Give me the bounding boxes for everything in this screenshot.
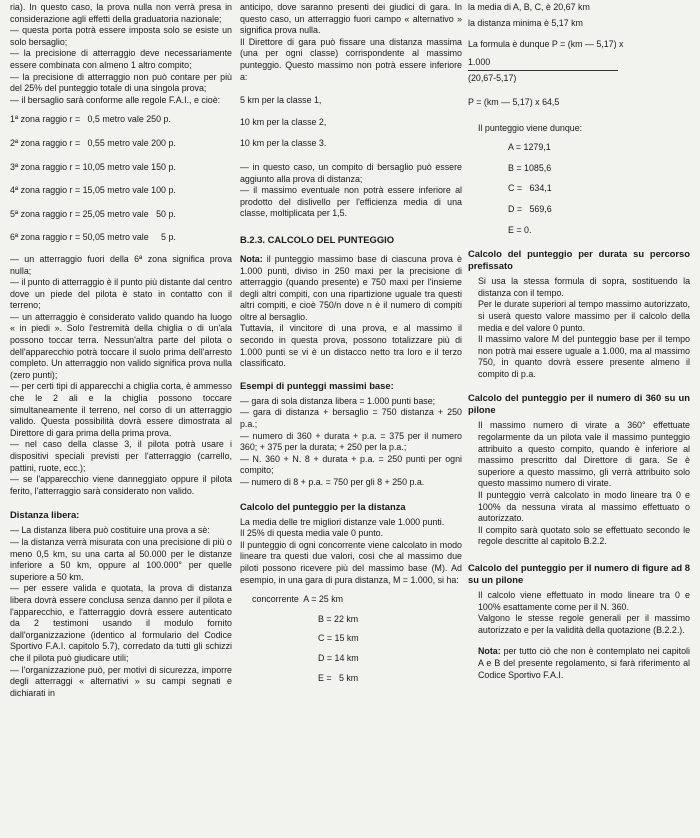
paragraph: anticipo, dove saranno presenti dei giudici di gara. In questo caso, un atterraggio fuori campo « alternativo » significa prova nulla. [240, 2, 462, 36]
paragraph: la media di A, B, C, è 20,67 km [468, 2, 590, 12]
competitor-line: C = 15 km [318, 633, 359, 644]
paragraph: — la distanza verrà misurata con una precisione di più o meno 0,5 km, su una carta al 50.000 per le distanze inferiore a 50 km, oppure al 100.000° per quelle superiore a 50 km. [10, 536, 232, 582]
paragraph: La media delle tre migliori distanze vale 1.000 punti. [240, 516, 445, 527]
section-heading: Distanza libera: [10, 509, 80, 521]
formula-numerator: 1.000 [468, 56, 491, 67]
paragraph: Il punteggio viene dunque: [478, 122, 583, 133]
formula-denominator: (20,67-5,17) [468, 73, 517, 84]
paragraph: — N. 360 + N. 8 + durata + p.a. = 250 punti per ogni compito; [240, 453, 462, 476]
competitor-line: B = 22 km [318, 613, 359, 624]
zone-line: 6ª zona raggio r = 50,05 metro vale 5 p. [10, 232, 176, 243]
paragraph: — se l'apparecchio viene danneggiato oppure il pilota ferito, l'atterraggio sarà considerato non valido. [10, 474, 232, 496]
zone-line: 1ª zona raggio r = 0,5 metro vale 250 p. [10, 114, 171, 125]
competitor-line: concorrente A = 25 km [252, 594, 344, 605]
class-line: 5 km per la classe 1, [240, 95, 322, 106]
paragraph: — per certi tipi di apparecchi a chiglia corta, è ammesso che le 2 ali e la chiglia possono toccare simultaneamente il terreno, nel corso di un atterraggio valido. Questa possibilità dovrà essere dimostrata al Direttore di gara prima della prima prova. [10, 381, 232, 438]
note-label: Nota: [478, 646, 501, 657]
paragraph: Il Direttore di gara può fissare una distanza massima (una per ogni classe) corrispondente al massimo punteggio. Questo massimo non potrà essere inferiore a: [240, 36, 462, 82]
note-text: il punteggio massimo base di ciascuna prova è 1.000 punti, diviso in 250 maxi per la precisione di atterraggio (quando presente) e 750 maxi per l'insieme degli altri compiti, con una ripartizione uguale tra questi altri compiti, e cioè 750/n dove n è il numero di compiti oltre al bersaglio. [240, 253, 462, 322]
zone-line: 5ª zona raggio r = 25,05 metro vale 50 p. [10, 208, 176, 219]
paragraph: Valgono le stesse regole generali per il massimo autorizzato e per la validità della quotazione (B.2.2.). [478, 613, 690, 635]
paragraph: Tuttavia, il vincitore di una prova, e al massimo il secondo in questa prova, possono totalizzare più di 1.000 punti se vi è un distacco netto tra loro e il terzo classificato. [240, 323, 462, 369]
paragraph: ria). In questo caso, la prova nulla non verrà presa in considerazione agli effetti della graduatoria nazionale; [10, 2, 232, 24]
paragraph: — numero di 8 + p.a. = 750 per gli 8 + 250 p.a. [240, 477, 425, 487]
paragraph [240, 254, 462, 324]
paragraph: Si usa la stessa formula di sopra, sostituendo la distanza con il tempo. [478, 276, 690, 298]
paragraph: — in questo caso, un compito di bersaglio può essere aggiunto alla prova di distanza; [240, 161, 462, 184]
paragraph: Il 25% di questa media vale 0 punto. [240, 528, 384, 539]
column-middle [240, 2, 462, 684]
note-label: Nota: [240, 253, 263, 264]
column-right [468, 2, 690, 681]
score-line: E = 0. [508, 224, 532, 235]
paragraph: Il calcolo viene effettuato in modo lineare tra 0 e 100% esattamente come per il N. 360. [478, 590, 690, 612]
paragraph: — il punto di atterraggio è il punto più distante dal centro dove un piede del pilota è stato in contatto con il terreno; [10, 277, 233, 311]
paragraph [468, 646, 690, 681]
zone-line: 3ª zona raggio r = 10,05 metro vale 150 p. [10, 161, 176, 172]
formula-line: La formula è dunque P = (km — 5,17) x [468, 39, 624, 50]
score-line: D = 569,6 [508, 203, 552, 214]
zone-line: 4ª zona raggio r = 15,05 metro vale 100 p. [10, 185, 176, 196]
paragraph: — nel caso della classe 3, il pilota potrà usare i dispositivi speciali previsti per l'atterraggio (carrello, pattini, ruote, ecc.); [10, 439, 232, 473]
paragraph: — il massimo eventuale non potrà essere inferiore al prodotto del dislivello per l'efficienza media di una classe, moltiplicata per 1,5. [240, 185, 462, 219]
competitor-line: D = 14 km [318, 652, 359, 663]
section-heading: Calcolo del punteggio per il numero di figure ad 8 su un pilone [468, 562, 690, 585]
class-line: 10 km per la classe 3. [240, 138, 327, 149]
paragraph: — l'organizzazione può, per motivi di sicurezza, imporre degli atterraggi « alternativi » su campi segnati e dichiarati in [10, 664, 232, 698]
class-line: 10 km per la classe 2, [240, 116, 327, 127]
competitor-line: E = 5 km [318, 672, 359, 683]
paragraph: — la precisione di atterraggio non può contare per più del 25% del punteggio totale di una singola prova; [10, 71, 232, 94]
section-heading: B.2.3. CALCOLO DEL PUNTEGGIO [240, 233, 395, 245]
score-line: B = 1085,6 [508, 162, 552, 173]
section-heading: Calcolo del punteggio per la distanza [240, 500, 406, 512]
note-text: per tutto ciò che non è contemplato nei capitoli A e B del presente regolamento, si farà riferimento al Codice Sportivo F.A.I. [478, 646, 690, 680]
paragraph: — La distanza libera può costituire una prova a sè: [10, 525, 210, 536]
paragraph: — gara di distanza + bersaglio = 750 distanza + 250 p.a.; [240, 407, 462, 430]
paragraph: Il massimo valore M del punteggio base per il tempo non potrà mai essere uguale a 1.000, ma al massimo 750, in quanto dovrà essere presente almeno il compito di p.a. [478, 334, 690, 379]
paragraph: Il compito sarà quotato solo se effettuato secondo le regole descritte al capitolo B.2.2. [478, 524, 690, 547]
score-line: A = 1279,1 [508, 142, 551, 153]
paragraph: Il punteggio di ogni concorrente viene calcolato in modo lineare tra questi due valori, così che al massimo due piloti possono ricevere più del massimo base (M). Ad esempio, in una gara di pura distanza, M = 1.000, si ha: [240, 539, 462, 585]
paragraph: — numero di 360 + durata + p.a. = 375 per il numero 360; + 375 per la durata; + 250 per la p.a.; [240, 430, 462, 453]
score-line: C = 634,1 [508, 183, 552, 194]
fraction-bar [468, 70, 618, 71]
column-left [10, 2, 232, 699]
formula-line: P = (km — 5,17) x 64,5 [468, 96, 560, 107]
paragraph: — un atterraggio è considerato valido quando ha luogo « in piedi ». Solo l'estremità della chiglia o di un'ala possono toccar terra. Nessun'altra parte del pilota o dell'apparecchio potrà toccare il suolo prima dell'arresto completo. Un atterraggio non valido significa prova nulla (zero punti); [10, 311, 232, 380]
paragraph: — per essere valida e quotata, la prova di distanza libera dovrà essere conclusa senza danno per il pilota e l'apparecchio, e l'atterraggio dovrà essere autenticato da 2 testimoni usando il modulo fornito dall'organizzazione (identico al formulario del Codice Sportivo F.A.I. capitolo 5.7), corredato da tutti gli schizzi che il pilota può giudicare utili; [10, 583, 232, 663]
zone-line: 2ª zona raggio r = 0,55 metro vale 200 p. [10, 137, 176, 148]
paragraph: Il punteggio verrà calcolato in modo lineare tra 0 e 100% da nessuna virata al massimo effettuato o autorizzato. [478, 490, 690, 524]
section-heading: Calcolo del punteggio per il numero di 360 su un pilone [468, 392, 690, 416]
paragraph: — questa porta potrà essere imposta solo se esiste un solo bersaglio; [10, 25, 232, 47]
paragraph: — la precisione di atterraggio deve necessariamente essere combinata con almeno 1 altro compito; [10, 48, 232, 70]
section-heading: Esempi di punteggi massimi base: [240, 379, 394, 391]
paragraph: — gara di sola distanza libera = 1.000 punti base; [240, 395, 436, 406]
paragraph: la distanza minima è 5,17 km [468, 17, 583, 28]
paragraph: — il bersaglio sarà conforme alle regole F.A.I., e cioè: [10, 94, 221, 105]
section-heading: Calcolo del punteggio per durata su percorso prefissato [468, 248, 690, 272]
paragraph: — un atterraggio fuori della 6ª zona significa prova nulla; [10, 253, 232, 276]
paragraph: Per le durate superiori al tempo massimo autorizzato, si userà questo valore massimo per il calcolo della media e del valore 0 punto. [478, 299, 690, 333]
paragraph: Il massimo numero di virate a 360° effettuate regolarmente da un pilota vale il massimo punteggio attribuito a questo compito, quando è inferiore al massimo prescritto dal Direttore di gara. Se è superiore a questo massimo, gli verrà attribuito solo questo massimo numero di virate. [478, 420, 690, 489]
